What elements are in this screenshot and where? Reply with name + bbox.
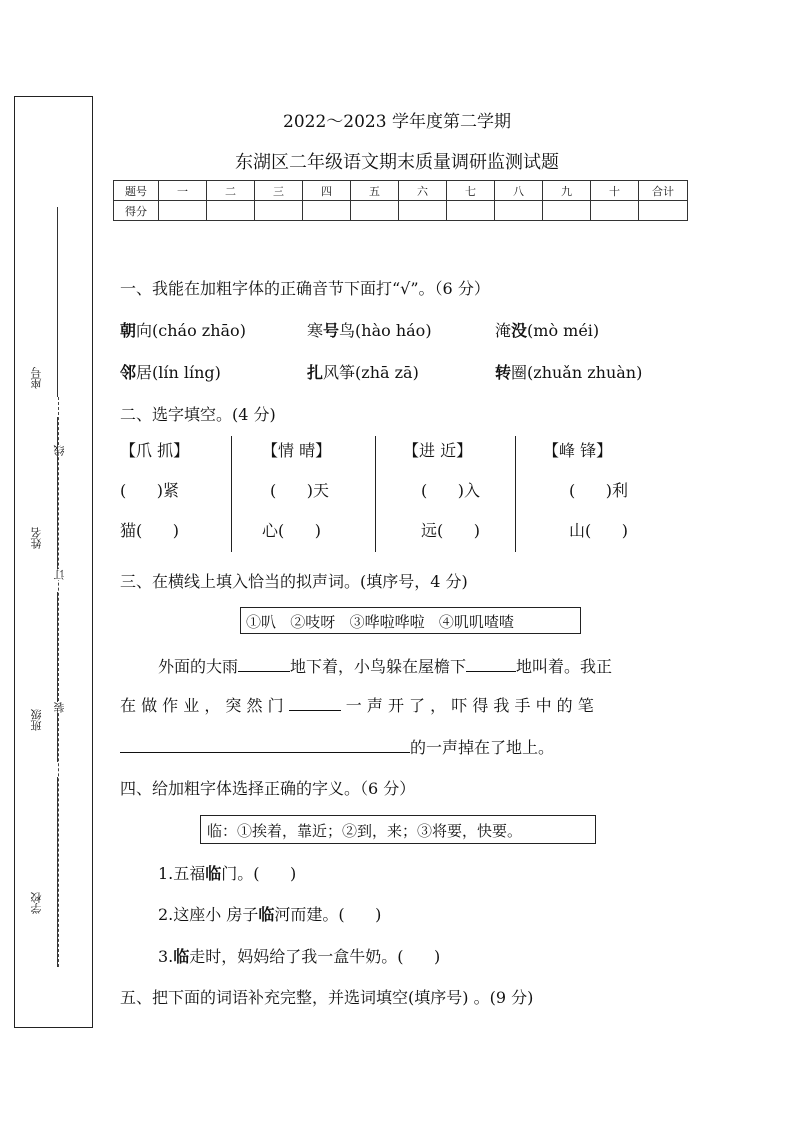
section3-heading: 三、在横线上填入恰当的拟声词。(填序号，4 分) [120, 572, 468, 591]
meaning-item[interactable] [158, 861, 296, 884]
name-line [57, 417, 58, 577]
score-header-row [114, 181, 688, 201]
item-text: 居(lín líng) [136, 363, 221, 382]
column-divider [515, 436, 516, 552]
score-header-cell: 题号 [114, 181, 159, 201]
fill-blank[interactable]: ( )入 [421, 481, 481, 500]
fill-blank[interactable]: 猫( ) [120, 521, 180, 540]
item-number: 1. [158, 864, 174, 883]
seat-line [57, 207, 58, 397]
fill-blank[interactable]: ( )利 [569, 481, 629, 500]
meaning-item[interactable] [158, 902, 381, 925]
score-cell[interactable] [639, 201, 688, 221]
score-row-label: 得分 [114, 201, 159, 221]
section1-heading: 一、我能在加粗字体的正确音节下面打“√”。（6 分） [120, 279, 490, 298]
onomatopoeia-options-box: ①叭 ②吱呀 ③哗啦哗啦 ④叽叽喳喳 [240, 607, 581, 634]
fill-blank[interactable]: 山( ) [569, 521, 629, 540]
pinyin-item[interactable] [120, 360, 221, 383]
score-header-cell: 二 [207, 181, 255, 201]
item-text: 走时，妈妈给了我一盒牛奶。( ) [189, 947, 441, 966]
pinyin-item[interactable] [307, 360, 419, 383]
answer-blank[interactable] [466, 671, 516, 672]
choice-group [543, 438, 673, 552]
item-text: 门。( ) [221, 864, 297, 883]
bold-char: 转 [495, 363, 512, 382]
score-cell[interactable] [495, 201, 543, 221]
bold-char: 朝 [120, 321, 137, 340]
item-text: 河而建。( ) [274, 905, 382, 924]
item-number: 2. [158, 905, 174, 924]
pinyin-item[interactable] [495, 318, 599, 341]
section4-heading: 四、给加粗字体选择正确的字义。（6 分） [120, 779, 416, 798]
score-header-cell: 合计 [639, 181, 688, 201]
passage-text: 在 做 作 业 ， 突 然 门 [120, 696, 284, 715]
definition-box: 临：①挨着，靠近；②到，来；③将要，快要。 [200, 815, 596, 844]
answer-blank[interactable] [238, 671, 290, 672]
section5-heading: 五、把下面的词语补充完整，并选词填空(填序号) 。(9 分) [120, 988, 534, 1007]
fill-blank[interactable]: ( )紧 [120, 481, 180, 500]
score-cell[interactable] [159, 201, 207, 221]
passage-text: 一 声 开 了 ， 吓 得 我 手 中 的 笔 [345, 696, 594, 715]
passage-text: 地叫着。我正 [516, 657, 613, 676]
score-header-cell: 五 [351, 181, 399, 201]
bold-char: 扎 [307, 363, 324, 382]
cut-line [58, 397, 59, 967]
passage-line [158, 654, 612, 677]
bold-char: 邻 [120, 363, 137, 382]
answer-blank[interactable] [120, 752, 410, 753]
fill-blank[interactable]: 心( ) [262, 521, 322, 540]
ding-char: 订 [53, 569, 66, 580]
passage-text: 外面的大雨 [158, 657, 239, 676]
pinyin-item[interactable] [307, 318, 432, 341]
passage-text: 地下着，小鸟躲在屋檐下 [290, 657, 467, 676]
school-line [57, 777, 58, 967]
name-label: 姓名 [30, 527, 43, 549]
section2-heading: 二、选字填空。(4 分) [120, 405, 276, 424]
choice-chars: 【情 晴】 [262, 441, 332, 460]
pinyin-item[interactable] [495, 360, 642, 383]
item-text: 风筝(zhā zā) [323, 363, 419, 382]
pinyin-item[interactable] [120, 318, 246, 341]
choice-chars: 【进 近】 [403, 441, 473, 460]
bold-char: 临 [258, 905, 275, 924]
bold-char: 号 [323, 321, 340, 340]
meaning-item[interactable] [158, 944, 440, 967]
score-header-cell: 四 [303, 181, 351, 201]
seat-label: 座号 [30, 367, 43, 389]
score-cell[interactable] [351, 201, 399, 221]
choice-group [403, 438, 513, 552]
score-cell[interactable] [543, 201, 591, 221]
passage-line [120, 693, 594, 716]
choice-chars: 【爪 抓】 [120, 441, 190, 460]
item-text: 这座小 房子 [173, 905, 259, 924]
item-text: 淹 [495, 321, 512, 340]
passage-line [120, 735, 554, 758]
item-text: 圈(zhuǎn zhuàn) [511, 363, 643, 382]
passage-text: 的一声掉在了地上。 [410, 738, 555, 757]
item-text: (mò méi) [527, 321, 600, 340]
bold-char: 没 [511, 321, 528, 340]
choice-group [120, 438, 230, 552]
line-char: 线 [53, 445, 66, 456]
score-cell[interactable] [255, 201, 303, 221]
choice-chars: 【峰 锋】 [543, 441, 613, 460]
answer-blank[interactable] [289, 710, 341, 711]
fill-blank[interactable]: 远( ) [421, 521, 481, 540]
score-cell[interactable] [399, 201, 447, 221]
choice-group [262, 438, 372, 552]
exam-year-title: 2022～2023 学年度第二学期 [283, 112, 511, 132]
item-number: 3. [158, 947, 174, 966]
score-cell[interactable] [591, 201, 639, 221]
score-row [114, 201, 688, 221]
zhuang-char: 装 [53, 702, 66, 713]
score-header-cell: 九 [543, 181, 591, 201]
item-text: 鸟(hào háo) [339, 321, 432, 340]
score-header-cell: 六 [399, 181, 447, 201]
score-cell[interactable] [447, 201, 495, 221]
item-text: 向(cháo zhāo) [136, 321, 246, 340]
item-text: 五福 [173, 864, 206, 883]
item-text: 寒 [307, 321, 324, 340]
column-divider [375, 436, 376, 552]
class-line [57, 592, 58, 762]
bold-char: 临 [205, 864, 222, 883]
score-cell[interactable] [207, 201, 255, 221]
school-label: 学校 [30, 892, 43, 914]
class-label: 班级 [30, 709, 43, 731]
score-header-cell: 十 [591, 181, 639, 201]
binding-margin [14, 96, 93, 1028]
bold-char: 临 [173, 947, 190, 966]
score-table [113, 180, 688, 221]
score-header-cell: 七 [447, 181, 495, 201]
fill-blank[interactable]: ( )天 [270, 481, 330, 500]
score-cell[interactable] [303, 201, 351, 221]
exam-title: 东湖区二年级语文期末质量调研监测试题 [235, 152, 559, 173]
score-header-cell: 三 [255, 181, 303, 201]
score-header-cell: 八 [495, 181, 543, 201]
column-divider [231, 436, 232, 552]
score-header-cell: 一 [159, 181, 207, 201]
